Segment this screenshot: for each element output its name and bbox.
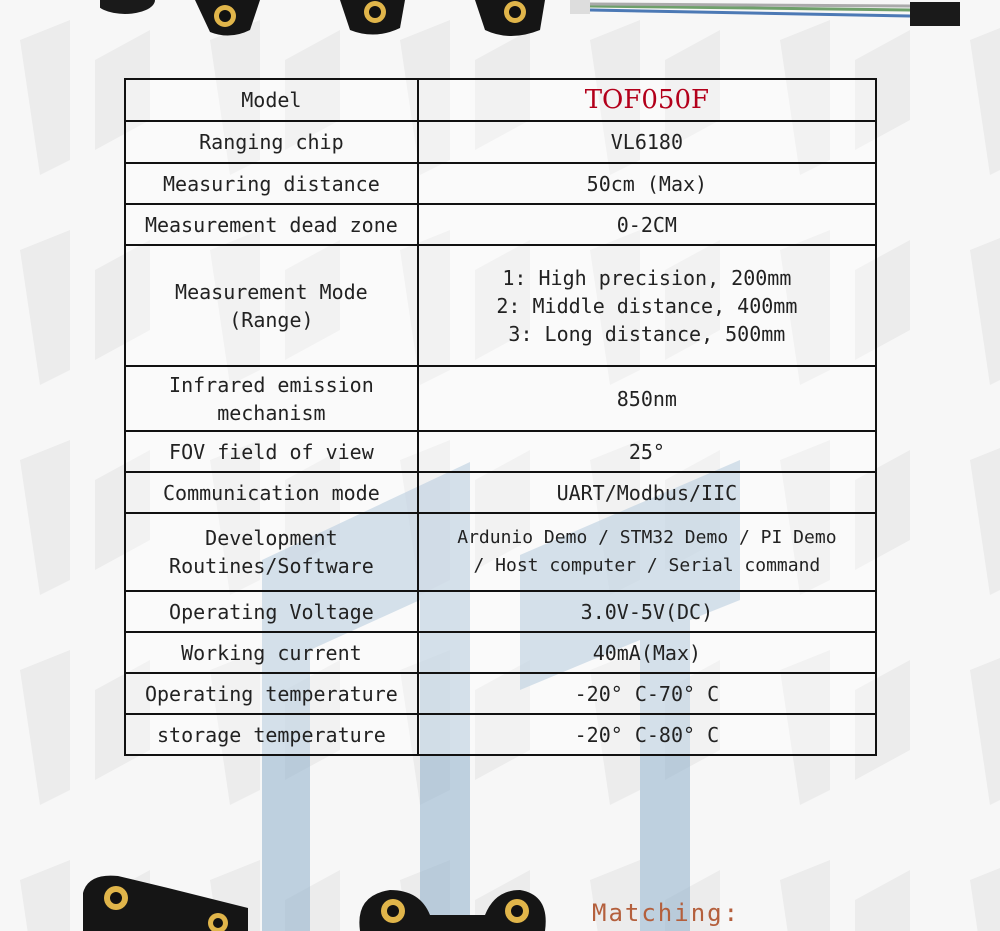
spec-value-line: Ardunio Demo / STM32 Demo / PI Demo [457,527,837,548]
spec-value [418,591,876,632]
spec-value-line: 0-2CM [616,212,677,237]
spec-row [125,673,876,714]
spec-label: Operating Voltage [125,591,418,632]
spec-value [418,673,876,714]
spec-value-line: 3: Long distance, 500mm [508,321,786,346]
spec-row [125,163,876,204]
spec-row [125,472,876,513]
spec-row [125,204,876,245]
spec-label: Measuring distance [125,163,418,204]
spec-value-line: -20° C-70° C [574,681,720,706]
spec-value [418,431,876,472]
spec-label: Measurement Mode (Range) [125,245,418,366]
matching-label: Matching: [592,899,741,927]
spec-value-line: -20° C-80° C [574,722,720,747]
spec-label: Ranging chip [125,121,418,163]
spec-row [125,591,876,632]
spec-value [418,714,876,755]
spec-row [125,431,876,472]
spec-value-line: 40mA(Max) [592,640,702,665]
sensor-module-icon [355,885,550,931]
spec-row [125,513,876,591]
spec-table [124,78,877,756]
spec-row [125,632,876,673]
spec-value-line: 850nm [616,386,677,411]
spec-label: Working current [125,632,418,673]
spec-row [125,245,876,366]
spec-value [418,163,876,204]
spec-value-line: 2: Middle distance, 400mm [496,293,798,318]
cable-connector-icon [570,0,970,34]
spec-label: Communication mode [125,472,418,513]
spec-value-line: 3.0V-5V(DC) [580,599,714,624]
spec-value [418,472,876,513]
spec-label: Operating temperature [125,673,418,714]
spec-value-line: 50cm (Max) [586,171,708,196]
spec-row [125,714,876,755]
spec-row [125,366,876,431]
spec-value [418,121,876,163]
spec-value [418,79,876,121]
sensor-module-icon [335,0,575,42]
spec-label: Development Routines/Software [125,513,418,591]
spec-value-line: 1: High precision, 200mm [502,265,792,290]
spec-value [418,204,876,245]
spec-label: storage temperature [125,714,418,755]
spec-row [125,121,876,163]
spec-label: Model [125,79,418,121]
spec-row [125,79,876,121]
spec-value [418,513,876,591]
spec-value-line: VL6180 [610,130,683,154]
sensor-module-icon [78,868,253,931]
spec-value-line: / Host computer / Serial command [473,555,821,576]
sensor-module-icon [100,0,260,40]
spec-value-line: UART/Modbus/IIC [556,480,738,505]
spec-label: Measurement dead zone [125,204,418,245]
spec-label: Infrared emission mechanism [125,366,418,431]
spec-value [418,366,876,431]
spec-label: FOV field of view [125,431,418,472]
spec-value [418,245,876,366]
spec-value-line: 25° [628,439,665,464]
spec-value-line: TOF050F [584,85,710,115]
spec-value [418,632,876,673]
